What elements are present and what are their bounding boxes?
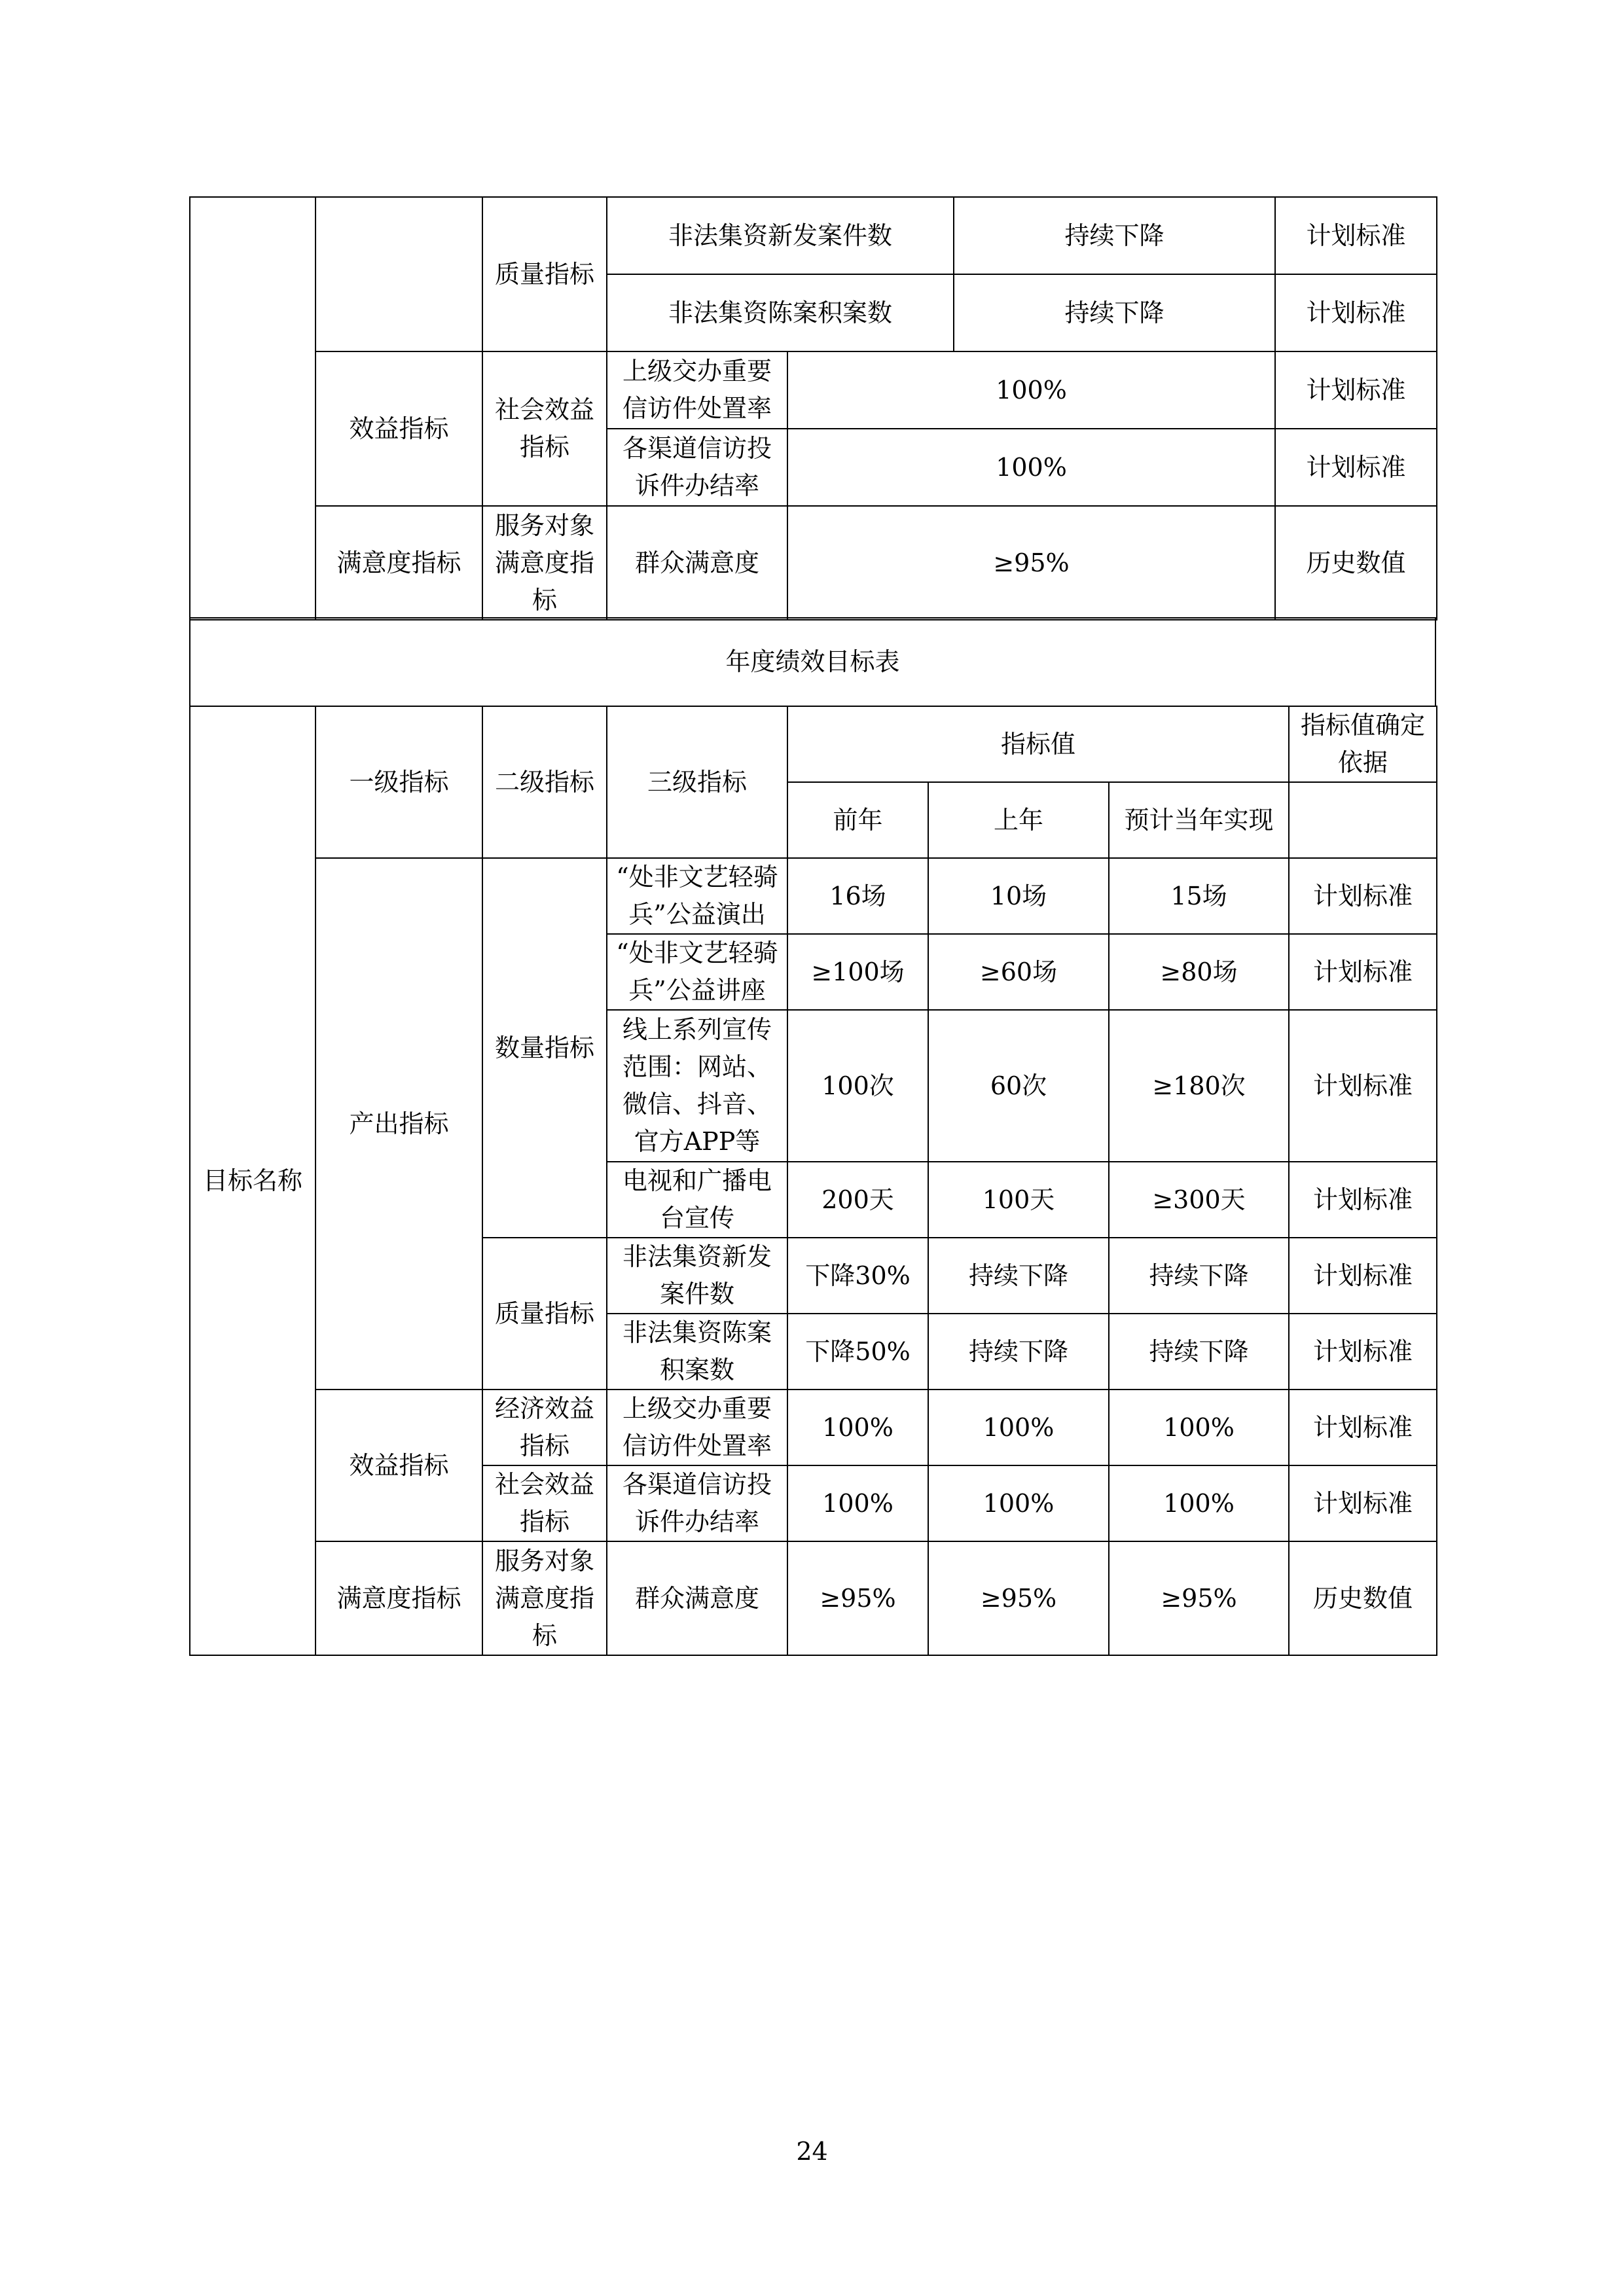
expected-cell: 100% — [1109, 1465, 1289, 1541]
last-cell: 10场 — [928, 858, 1109, 934]
basis-cell: 计划标准 — [1289, 1465, 1437, 1541]
basis-cell: 历史数值 — [1289, 1541, 1437, 1655]
expected-cell: ≥300天 — [1109, 1162, 1289, 1238]
last-cell: 100天 — [928, 1162, 1109, 1238]
indicator-cell: 非法集资陈案积案数 — [607, 274, 954, 351]
blank-cell — [316, 197, 482, 351]
level2-cell: 经济效益指标 — [482, 1390, 607, 1465]
prev-cell: 16场 — [787, 858, 928, 934]
level1-cell: 满意度指标 — [316, 1541, 482, 1655]
annual-performance-table — [189, 706, 1437, 1656]
header-row — [190, 706, 1437, 782]
level1-cell: 效益指标 — [316, 351, 482, 506]
expected-cell: 持续下降 — [1109, 1238, 1289, 1314]
table-row — [190, 197, 1437, 274]
prev-cell: 下降30% — [787, 1238, 928, 1314]
basis-cell: 计划标准 — [1275, 274, 1437, 351]
value-cell: 100% — [787, 351, 1275, 429]
last-cell: 持续下降 — [928, 1314, 1109, 1390]
indicator-cell: 各渠道信访投诉件办结率 — [607, 1465, 787, 1541]
annual-goals-title-table — [189, 617, 1436, 707]
level2-cell: 数量指标 — [482, 858, 607, 1238]
table-row — [190, 351, 1437, 429]
prev-cell: 100% — [787, 1465, 928, 1541]
level2-cell: 质量指标 — [482, 1238, 607, 1390]
basis-cell: 计划标准 — [1289, 934, 1437, 1010]
header-value: 指标值 — [787, 706, 1289, 782]
blank-cell — [1289, 782, 1437, 858]
indicator-cell: 上级交办重要信访件处置率 — [607, 351, 787, 429]
basis-cell: 计划标准 — [1275, 429, 1437, 506]
value-cell: ≥95% — [787, 506, 1275, 620]
indicator-cell: 非法集资新发案件数 — [607, 1238, 787, 1314]
header-basis: 指标值确定依据 — [1289, 706, 1437, 782]
indicator-cell: 上级交办重要信访件处置率 — [607, 1390, 787, 1465]
last-cell: ≥95% — [928, 1541, 1109, 1655]
basis-cell: 计划标准 — [1289, 1162, 1437, 1238]
indicator-cell: “处非文艺轻骑兵”公益演出 — [607, 858, 787, 934]
value-cell: 100% — [787, 429, 1275, 506]
prev-cell: 下降50% — [787, 1314, 928, 1390]
basis-cell: 计划标准 — [1289, 1390, 1437, 1465]
page-number: 24 — [796, 2137, 828, 2166]
level2-cell: 服务对象满意度指标 — [482, 506, 607, 620]
basis-cell: 历史数值 — [1275, 506, 1437, 620]
last-cell: 60次 — [928, 1010, 1109, 1162]
indicator-cell: “处非文艺轻骑兵”公益讲座 — [607, 934, 787, 1010]
level2-cell: 质量指标 — [482, 197, 607, 351]
prev-cell: 200天 — [787, 1162, 928, 1238]
header-prev: 前年 — [787, 782, 928, 858]
expected-cell: ≥95% — [1109, 1541, 1289, 1655]
header-level2: 二级指标 — [482, 706, 607, 858]
expected-cell: 15场 — [1109, 858, 1289, 934]
indicator-cell: 群众满意度 — [607, 506, 787, 620]
level2-cell: 社会效益指标 — [482, 1465, 607, 1541]
level1-cell: 满意度指标 — [316, 506, 482, 620]
table-row — [190, 1390, 1437, 1465]
value-cell: 持续下降 — [954, 197, 1275, 274]
last-cell: 100% — [928, 1390, 1109, 1465]
expected-cell: ≥180次 — [1109, 1010, 1289, 1162]
prev-cell: ≥95% — [787, 1541, 928, 1655]
last-cell: 持续下降 — [928, 1238, 1109, 1314]
table-row — [190, 858, 1437, 934]
basis-cell: 计划标准 — [1275, 197, 1437, 274]
level1-cell: 效益指标 — [316, 1390, 482, 1541]
prev-cell: ≥100场 — [787, 934, 928, 1010]
table-row — [190, 506, 1437, 620]
level2-cell: 服务对象满意度指标 — [482, 1541, 607, 1655]
expected-cell: 持续下降 — [1109, 1314, 1289, 1390]
basis-cell: 计划标准 — [1289, 858, 1437, 934]
indicator-cell: 各渠道信访投诉件办结率 — [607, 429, 787, 506]
indicator-cell: 群众满意度 — [607, 1541, 787, 1655]
indicator-cell: 线上系列宣传范围：网站、微信、抖音、官方APP等 — [607, 1010, 787, 1162]
prev-cell: 100% — [787, 1390, 928, 1465]
expected-cell: 100% — [1109, 1390, 1289, 1465]
blank-cell — [190, 197, 316, 620]
basis-cell: 计划标准 — [1275, 351, 1437, 429]
indicator-cell: 非法集资陈案积案数 — [607, 1314, 787, 1390]
value-cell: 持续下降 — [954, 274, 1275, 351]
header-level3: 三级指标 — [607, 706, 787, 858]
top-performance-table — [189, 196, 1437, 620]
header-expected: 预计当年实现 — [1109, 782, 1289, 858]
level1-cell: 产出指标 — [316, 858, 482, 1390]
indicator-cell: 非法集资新发案件数 — [607, 197, 954, 274]
basis-cell: 计划标准 — [1289, 1314, 1437, 1390]
basis-cell: 计划标准 — [1289, 1238, 1437, 1314]
header-last: 上年 — [928, 782, 1109, 858]
expected-cell: ≥80场 — [1109, 934, 1289, 1010]
last-cell: 100% — [928, 1465, 1109, 1541]
basis-cell: 计划标准 — [1289, 1010, 1437, 1162]
prev-cell: 100次 — [787, 1010, 928, 1162]
table-title: 年度绩效目标表 — [190, 618, 1435, 706]
header-level1: 一级指标 — [316, 706, 482, 858]
target-name-cell: 目标名称 — [190, 706, 316, 1655]
indicator-cell: 电视和广播电台宣传 — [607, 1162, 787, 1238]
table-row — [190, 1541, 1437, 1655]
last-cell: ≥60场 — [928, 934, 1109, 1010]
level2-cell: 社会效益指标 — [482, 351, 607, 506]
